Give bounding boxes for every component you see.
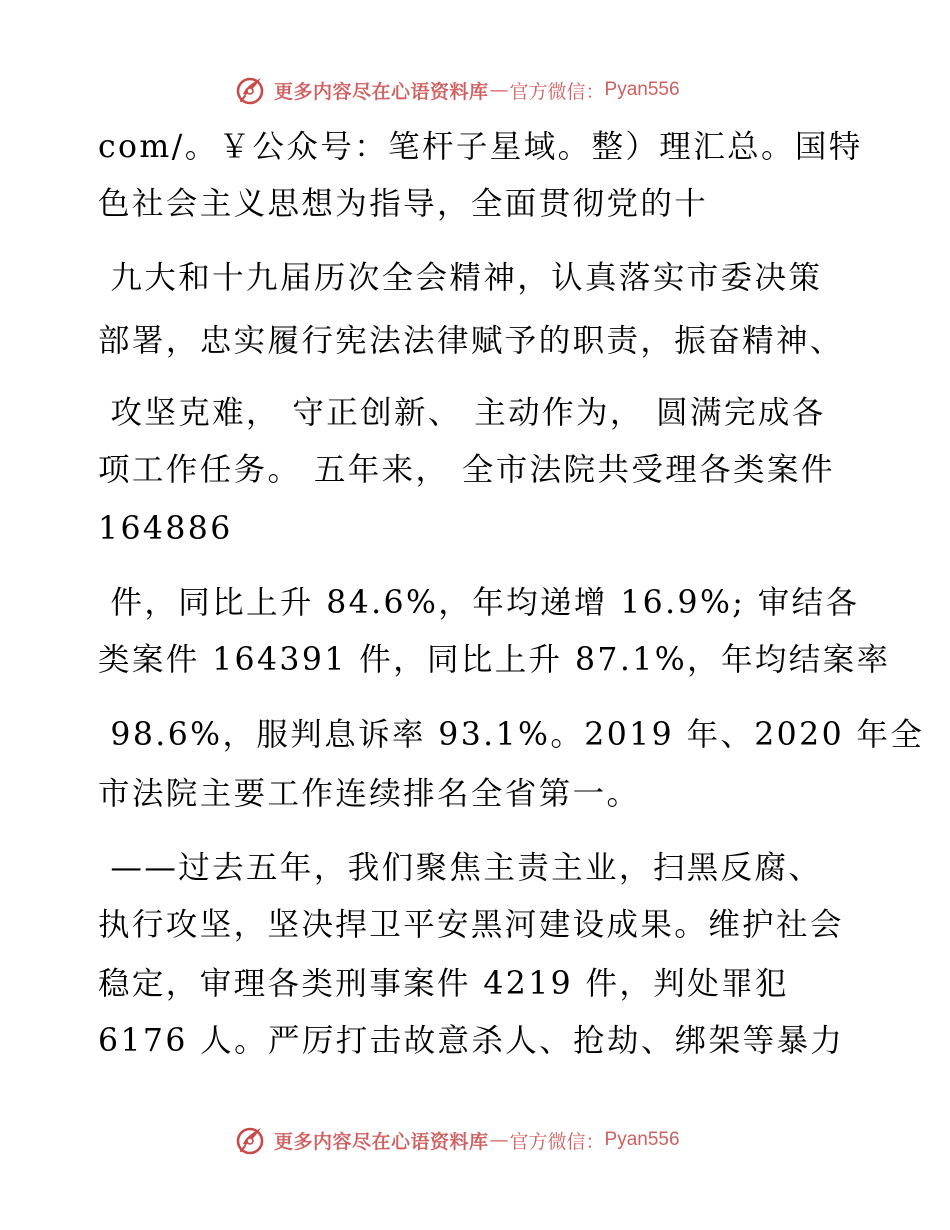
watermark-contact-handle: Pyan556 (604, 1129, 680, 1150)
watermark-contact-label: 官方微信： (509, 1130, 605, 1153)
body-line: 执行攻坚，坚决捍卫平安黑河建设成果。维护社会 (98, 907, 844, 943)
body-line: 攻坚克难， 守正创新、 主动作为， 圆满完成各 (98, 395, 826, 431)
body-line: 164886 (98, 511, 233, 547)
body-line: 项工作任务。 五年来， 全市法院共受理各类案件 (98, 452, 835, 488)
quill-seal-icon (234, 1123, 268, 1157)
body-line: com/。￥公众号：笔杆子星域。整）理汇总。国特 (98, 129, 863, 165)
body-line: ——过去五年，我们聚焦主责主业，扫黑反腐、 (98, 850, 823, 886)
body-line: 色社会主义思想为指导，全面贯彻党的十 (98, 186, 709, 222)
body-line: 稳定，审理各类刑事案件 4219 件，判处罪犯 (98, 966, 789, 1002)
body-line: 部署，忠实履行宪法法律赋予的职责，振奋精神、 (98, 323, 844, 359)
watermark-brand-text: 更多内容尽在心语资料库 (274, 1130, 489, 1153)
footer-watermark-banner (234, 1122, 680, 1158)
body-line: 98.6%，服判息诉率 93.1%。2019 年、2020 年全 (98, 717, 925, 753)
quill-seal-icon (234, 73, 268, 107)
header-watermark-banner (234, 72, 680, 108)
body-line: 类案件 164391 件，同比上升 87.1%，年均结案率 (98, 642, 891, 678)
watermark-contact-label: 官方微信： (509, 80, 605, 103)
body-line: 市法院主要工作连续排名全省第一。 (98, 776, 641, 812)
watermark-contact-handle: Pyan556 (604, 79, 680, 100)
watermark-separator: — (489, 1129, 509, 1151)
body-line: 九大和十九届历次全会精神，认真落实市委决策 (98, 260, 823, 296)
body-line: 件，同比上升 84.6%，年均递增 16.9%; 审结各 (98, 585, 860, 621)
watermark-brand-text: 更多内容尽在心语资料库 (274, 80, 489, 103)
watermark-separator: — (489, 79, 509, 101)
body-line: 6176 人。严厉打击故意杀人、抢劫、绑架等暴力 (98, 1023, 845, 1059)
